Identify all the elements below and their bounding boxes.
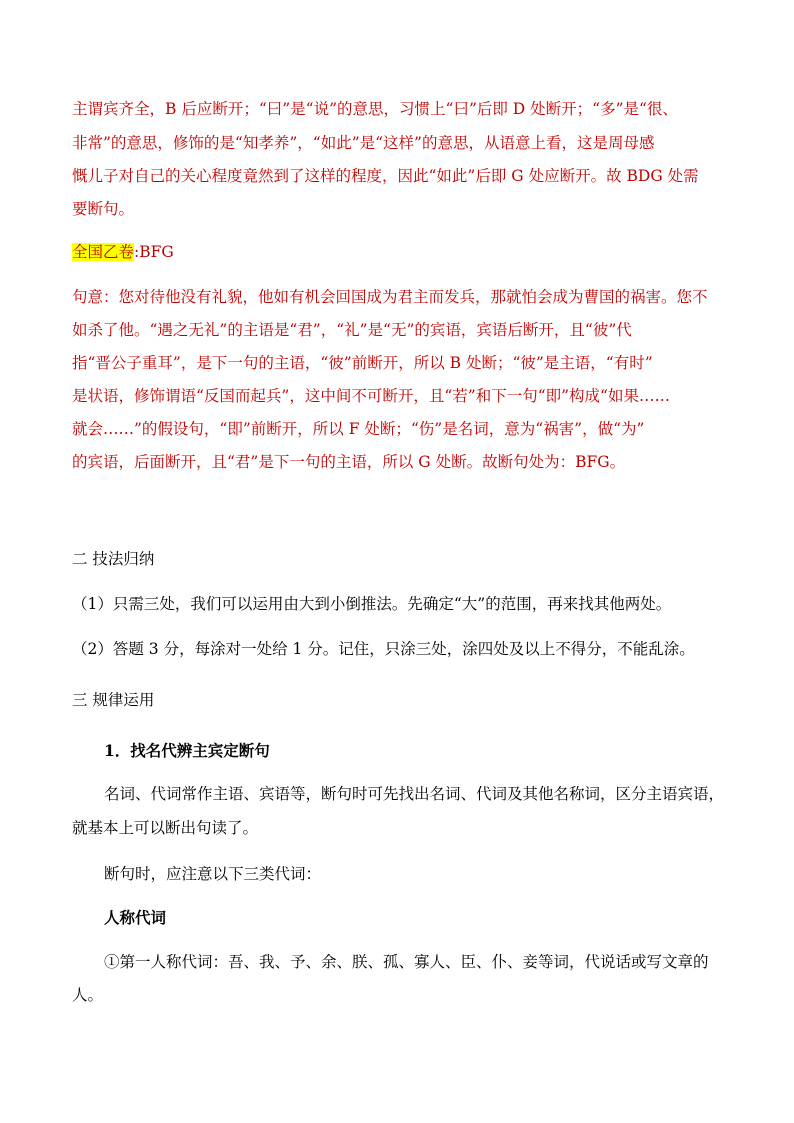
explanation-line-1: 句意：您对待他没有礼貌，他如有机会回国成为君主而发兵，那就怕会成为曹国的祸害。您不 bbox=[72, 288, 708, 306]
section-3-title: 三 规律运用 bbox=[72, 691, 155, 709]
highlighted-label: 全国乙卷 bbox=[72, 243, 135, 261]
paragraph-1-line-2: 就基本上可以断出句读了。 bbox=[72, 819, 259, 837]
paragraph-2: 断句时，应注意以下三类代词： bbox=[104, 865, 322, 883]
answer-heading bbox=[72, 242, 174, 262]
answer-value: :BFG bbox=[134, 243, 174, 261]
explanation-line-2: 如杀了他。“遇之无礼”的主语是“君”，“礼”是“无”的宾语，宾语后断开，且“彼”代 bbox=[72, 321, 632, 339]
answer-line-1: 主谓宾齐全，B 后应断开；“曰”是“说”的意思，习惯上“曰”后即 D 处断开；“多”是“很、 bbox=[72, 100, 678, 118]
section-2-item-1: （1）只需三处，我们可以运用由大到小倒推法。先确定“大”的范围，再来找其他两处。 bbox=[72, 595, 672, 613]
explanation-line-4: 是状语，修饰谓语“反国而起兵”，这中间不可断开，且“若”和下一句“即”构成“如果…… bbox=[72, 387, 670, 405]
paragraph-1-line-1: 名词、代词常作主语、宾语等，断句时可先找出名词、代词及其他名称词，区分主语宾语， bbox=[104, 785, 725, 803]
section-3-subheading: 1．找名代辨主宾定断句 bbox=[104, 741, 270, 760]
explanation-line-5: 就会……”的假设句，“即”前断开，所以 F 处断；“伤”是名词，意为“祸害”，做“为” bbox=[72, 420, 645, 438]
section-2-item-2: （2）答题 3 分，每涂对一处给 1 分。记住，只涂三处，涂四处及以上不得分，不能乱涂。 bbox=[72, 640, 695, 658]
answer-line-4: 要断句。 bbox=[72, 200, 135, 218]
answer-line-2: 非常”的意思，修饰的是“知孝养”，“如此”是“这样”的意思，从语意上看，这是周母感 bbox=[72, 134, 655, 152]
section-2-title: 二 技法归纳 bbox=[72, 550, 155, 568]
paragraph-3-line-1: ①第一人称代词：吾、我、予、余、朕、孤、寡人、臣、仆、妾等词，代说话或写文章的 bbox=[104, 953, 709, 971]
explanation-line-3: 指“晋公子重耳”，是下一句的主语，“彼”前断开，所以 B 处断；“彼”是主语，“有时” bbox=[72, 354, 653, 372]
answer-line-3: 慨儿子对自己的关心程度竟然到了这样的程度，因此“如此”后即 G 处应断开。故 BDG 处需 bbox=[72, 167, 699, 185]
explanation-line-6: 的宾语，后面断开，且“君”是下一句的主语，所以 G 处断。故断句处为：BFG。 bbox=[72, 453, 626, 471]
person-pronoun-heading: 人称代词 bbox=[104, 908, 167, 927]
paragraph-3-line-2: 人。 bbox=[72, 986, 104, 1004]
